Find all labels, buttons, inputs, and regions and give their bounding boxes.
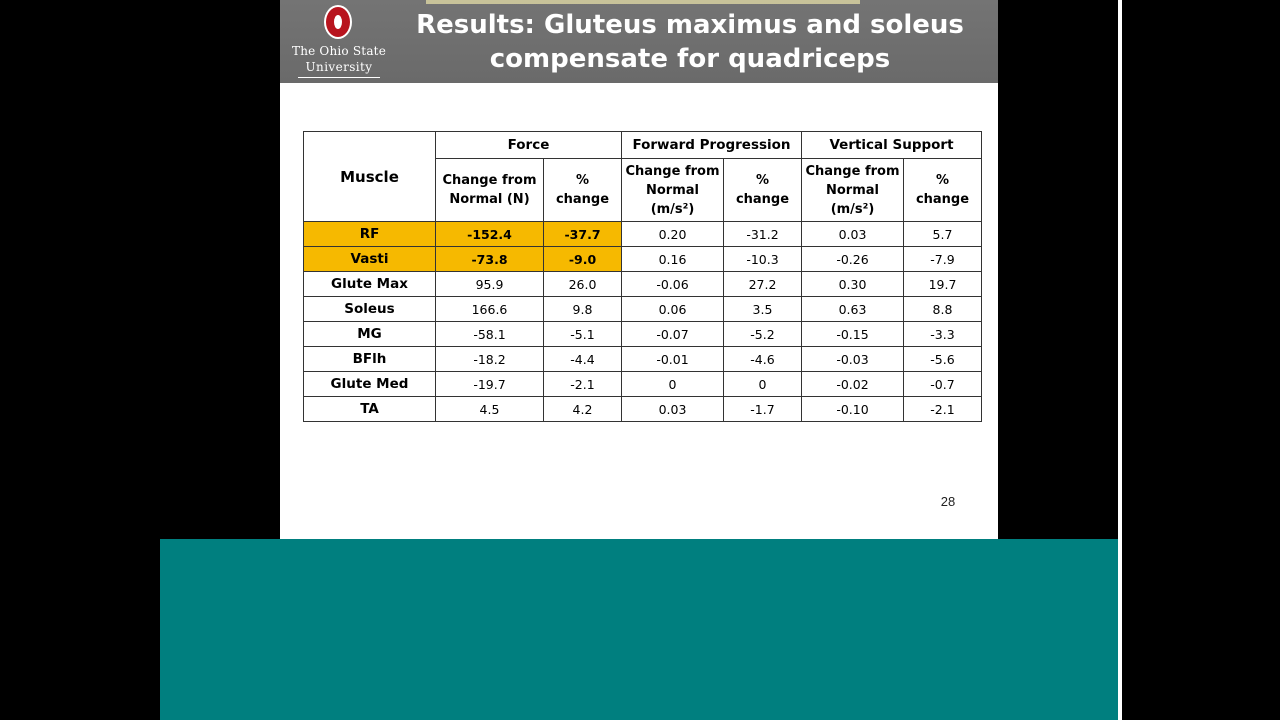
subheader-text: (m/s²) — [830, 201, 875, 217]
table-cell: -0.01 — [622, 347, 724, 372]
table-row — [304, 272, 982, 297]
logo-text-line2: University — [305, 60, 373, 74]
slide-title-line2: compensate for quadriceps — [489, 44, 891, 74]
table-cell: -10.3 — [724, 247, 802, 272]
muscle-name: Glute Med — [304, 372, 436, 397]
table-cell: 0 — [622, 372, 724, 397]
table-cell: -0.7 — [904, 372, 982, 397]
muscle-name: TA — [304, 397, 436, 422]
university-logo — [280, 0, 398, 83]
subheader-text: (m/s²) — [650, 201, 695, 217]
table-cell: 4.2 — [544, 397, 622, 422]
table-cell: 5.7 — [904, 222, 982, 247]
table-cell: 0 — [724, 372, 802, 397]
subheader-text: Change from — [442, 173, 537, 188]
subheader-force-percent — [544, 159, 622, 222]
subheader-vs-change — [802, 159, 904, 222]
header-accent-tab — [426, 0, 860, 4]
table-cell: -0.10 — [802, 397, 904, 422]
subheader-text: change — [915, 192, 970, 207]
subheader-text: % — [935, 173, 950, 188]
table-row — [304, 372, 982, 397]
table-cell: -1.7 — [724, 397, 802, 422]
subheader-text: Change from — [625, 163, 720, 179]
block-o-icon — [324, 5, 352, 39]
table-cell: 0.06 — [622, 297, 724, 322]
subheader-vs-percent — [904, 159, 982, 222]
table-cell: -31.2 — [724, 222, 802, 247]
table-cell: 3.5 — [724, 297, 802, 322]
subheader-force-change — [436, 159, 544, 222]
group-header-force: Force — [436, 132, 622, 159]
subheader-text: Normal — [646, 182, 699, 198]
slide — [280, 0, 998, 539]
slide-title-line1: Results: Gluteus maximus and soleus — [416, 10, 964, 40]
table-cell: -58.1 — [436, 322, 544, 347]
table-cell: -0.06 — [622, 272, 724, 297]
table-cell: 4.5 — [436, 397, 544, 422]
muscle-name: Vasti — [304, 247, 436, 272]
table-cell: 95.9 — [436, 272, 544, 297]
table-cell: -2.1 — [904, 397, 982, 422]
muscle-name: Glute Max — [304, 272, 436, 297]
muscle-name: BFlh — [304, 347, 436, 372]
table-cell: -5.2 — [724, 322, 802, 347]
table-row — [304, 247, 982, 272]
subheader-text: Normal — [826, 182, 879, 198]
muscle-name: RF — [304, 222, 436, 247]
table-cell: -3.3 — [904, 322, 982, 347]
table-row — [304, 397, 982, 422]
table-cell: -18.2 — [436, 347, 544, 372]
muscle-header: Muscle — [304, 132, 436, 222]
table-cell: -7.9 — [904, 247, 982, 272]
subheader-text: Change from — [805, 163, 900, 179]
table-cell: -5.6 — [904, 347, 982, 372]
subheader-text: change — [555, 192, 610, 207]
table-cell: -19.7 — [436, 372, 544, 397]
table-cell: -9.0 — [544, 247, 622, 272]
table-body — [304, 222, 982, 422]
table-cell: 0.03 — [802, 222, 904, 247]
table-cell: -37.7 — [544, 222, 622, 247]
table-cell: 166.6 — [436, 297, 544, 322]
table-cell: 27.2 — [724, 272, 802, 297]
slide-title — [410, 8, 970, 76]
table-cell: -152.4 — [436, 222, 544, 247]
subheader-text: Normal (N) — [449, 192, 530, 207]
table-cell: 26.0 — [544, 272, 622, 297]
subheader-text: % — [755, 173, 770, 188]
table-cell: 0.16 — [622, 247, 724, 272]
group-header-vertical-support: Vertical Support — [802, 132, 982, 159]
table-cell: 0.63 — [802, 297, 904, 322]
logo-underline — [298, 77, 380, 78]
table-cell: -4.4 — [544, 347, 622, 372]
table-cell: 19.7 — [904, 272, 982, 297]
subheader-fp-change — [622, 159, 724, 222]
table-cell: -0.26 — [802, 247, 904, 272]
table-row — [304, 347, 982, 372]
teal-panel — [160, 539, 1118, 720]
page-number: 28 — [940, 494, 956, 509]
slide-header — [280, 0, 998, 83]
table-cell: 0.20 — [622, 222, 724, 247]
group-header-forward-progression: Forward Progression — [622, 132, 802, 159]
table-cell: -4.6 — [724, 347, 802, 372]
table-cell: 0.03 — [622, 397, 724, 422]
subheader-fp-percent — [724, 159, 802, 222]
right-border-strip — [1118, 0, 1122, 720]
muscle-name: MG — [304, 322, 436, 347]
table-cell: -0.02 — [802, 372, 904, 397]
table-cell: 8.8 — [904, 297, 982, 322]
table-cell: -5.1 — [544, 322, 622, 347]
table-cell: -73.8 — [436, 247, 544, 272]
results-table — [303, 131, 982, 422]
table-cell: -0.03 — [802, 347, 904, 372]
subheader-text: % — [575, 173, 590, 188]
table-row — [304, 297, 982, 322]
table-cell: 0.30 — [802, 272, 904, 297]
muscle-name: Soleus — [304, 297, 436, 322]
table-cell: -2.1 — [544, 372, 622, 397]
table-cell: -0.07 — [622, 322, 724, 347]
table-row — [304, 222, 982, 247]
table-cell: -0.15 — [802, 322, 904, 347]
table-row — [304, 322, 982, 347]
table-cell: 9.8 — [544, 297, 622, 322]
logo-text-line1: The Ohio State — [291, 44, 386, 58]
subheader-text: change — [735, 192, 790, 207]
